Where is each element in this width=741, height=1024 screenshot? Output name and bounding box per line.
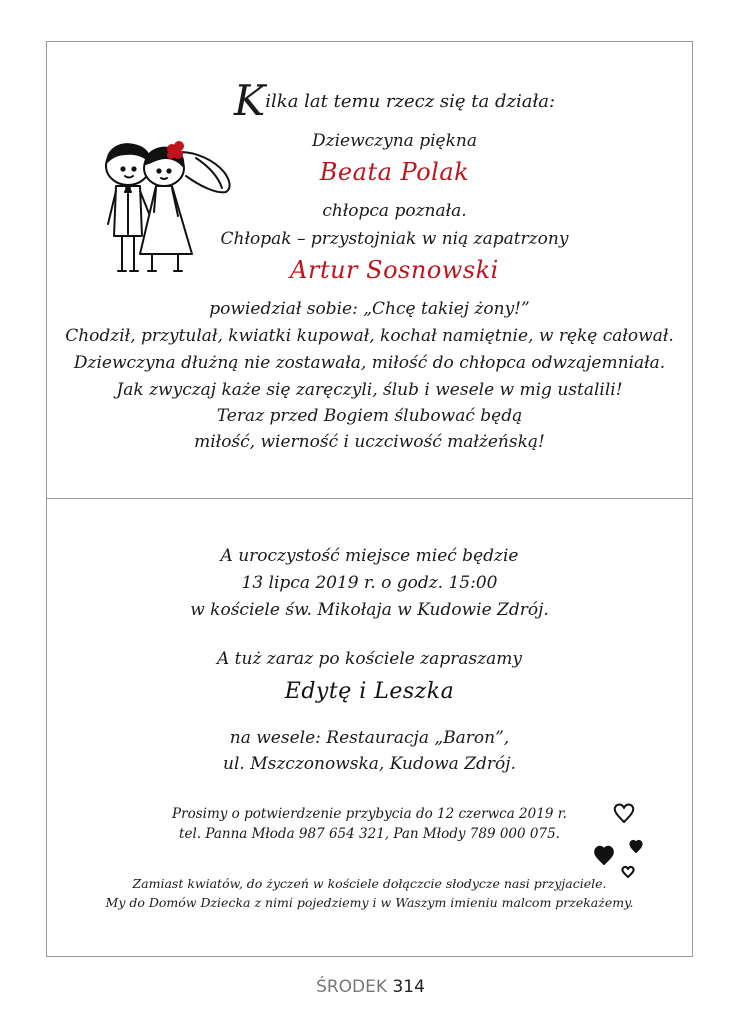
bride-name: Beata Polak <box>319 158 470 186</box>
groom-name: Artur Sosnowski <box>290 256 499 284</box>
details-line-1: A uroczystość miejsce mieć będzie <box>220 546 519 566</box>
poem-first-letter: K <box>233 76 266 125</box>
poem-line-2: Dziewczyna piękna <box>312 131 477 151</box>
poem-line-6: Chodził, przytulał, kwiatki kupował, kochał namiętnie, w rękę całował. <box>65 326 674 346</box>
poem-line-3: chłopca poznała. <box>322 201 467 221</box>
rsvp-line-2: tel. Panna Młoda 987 654 321, Pan Młody 789 000 075. <box>179 826 560 842</box>
details-date: 13 lipca 2019 r. o godz. 15:00 <box>241 573 498 593</box>
fold-divider <box>46 498 693 499</box>
hearts-icon <box>590 800 650 880</box>
details-line-4: A tuż zaraz po kościele zapraszamy <box>216 649 522 669</box>
poem-line-1-text: ilka lat temu rzecz się ta działa: <box>265 91 556 112</box>
poem-line-8: Jak zwyczaj każe się zaręczyli, ślub i wesele w mig ustalili! <box>116 380 623 400</box>
details-address: ul. Mszczonowska, Kudowa Zdrój. <box>223 754 516 774</box>
poem-line-7: Dziewczyna dłużną nie zostawała, miłość do chłopca odwzajemniała. <box>73 353 666 373</box>
poem-line-9: Teraz przed Bogiem ślubować będą <box>216 406 523 426</box>
product-code <box>0 977 741 997</box>
poem-line-10: miłość, wierność i uczciwość małżeńską! <box>194 432 545 452</box>
poem-line-1 <box>96 76 693 125</box>
poem-line-4: Chłopak – przystojniak w nią zapatrzony <box>220 229 569 249</box>
note-line-1: Zamiast kwiatów, do życzeń w kościele dołączcie słodycze nasi przyjaciele. <box>132 876 607 891</box>
rsvp-line-1: Prosimy o potwierdzenie przybycia do 12 czerwca 2019 r. <box>172 806 567 822</box>
details-church: w kościele św. Mikołaja w Kudowie Zdrój. <box>190 600 549 620</box>
guest-names: Edytę i Leszka <box>284 679 455 704</box>
note-line-2: My do Domów Dziecka z nimi pojedziemy i w Waszym imieniu malcom przekażemy. <box>105 895 634 910</box>
product-code-label: ŚRODEK <box>316 977 388 997</box>
details-venue: na wesele: Restauracja „Baron”, <box>229 728 510 748</box>
product-code-number: 314 <box>392 977 425 997</box>
poem-line-5: powiedział sobie: „Chcę takiej żony!” <box>209 299 530 319</box>
